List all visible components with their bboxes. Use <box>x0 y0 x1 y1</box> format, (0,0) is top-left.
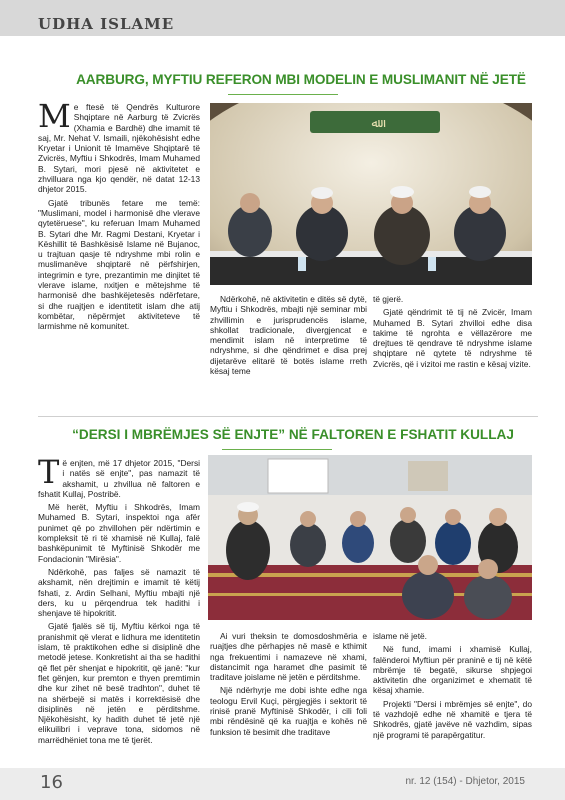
paragraph: Ai vuri theksin te domosdoshmëria e ruajtjes dhe përhapjes në masë e kthimit nga frekuentimi i namazeve në xhami, distancimit nga haramet dhe pasimit të traditave joislame në jetën e përditshme. <box>210 631 367 683</box>
paragraph: Gjatë qëndrimit të tij në Zvicër, Imam Muhamed B. Sytari zhvilloi edhe disa takime të ngrohta e vëllazërore me drejtues të qendrave të ndryshme islame shqiptare në qytete të ndryshme të Zvicrës, që i vizitoi me rastin e kësaj vizite. <box>373 307 532 369</box>
article2-title-rule <box>222 449 332 450</box>
paragraph: Në fund, imami i xhamisë Kullaj, falënderoi Myftiun për praninë e tij në këtë mbrëmje të begatë, sikurse shpjegoi aktivitetin dhe organizimet e xhematit të kësaj xhamie. <box>373 644 532 696</box>
article2-column-2 <box>210 631 367 740</box>
paragraph: islame në jetë. <box>373 631 427 641</box>
article-divider <box>38 416 538 417</box>
paragraph: e ftesë të Qendrës Kulturore Shqiptare në Aarburg të Zvicrës (Xhamia e Bardhë) dhe imamit të saj, Mr. Nehat V. Ismaili, njëkohësisht edhe Kryetar i Unionit të Imamëve Shqiptarë të Zvicrës, Myftiu i Shkodrës, Imam Muhamed B. Sytari, mori pjesë në aktivitetet e zhvilluara nga kjo qendër, në datat 12-13 dhjetor 2015. <box>38 102 200 195</box>
paragraph: Më herët, Myftiu i Shkodrës, Imam Muhamed B. Sytari, inspektoi nga afër punimet që po zhvillohen për ndërtimin e kompleksit të ri të xhamisë në Kullaj, falë bashkëpunimit të Myftinisë Shkodër me Fondacionin "Mirësia". <box>38 502 200 564</box>
article2-title: “DERSI I MBRËMJES SË ENJTE” NË FALTOREN E FSHATIT KULLAJ <box>72 427 514 442</box>
paragraph: të gjerë. <box>373 294 404 304</box>
article2-column-1 <box>38 453 200 748</box>
page-number: 16 <box>40 772 63 793</box>
article1-column-1 <box>38 97 200 335</box>
paragraph: Gjatë tribunës fetare me temë: "Muslimani, model i harmonisë dhe vlerave qytetëruese", ku referuan Imam Muhamed B. Sytari dhe Mr. Ragmi Destani, Kryetar i Këshillit të Bashkësisë Islame në Bujanoc, u trajtuan qasje të ndryshme mbi rolin e muslimanëve shqiptarë në përfshirjen, integrimin e tyre, prezantimin me dinjitet të vlerave islame, nxitjen e mëtejshme të harmonisë dhe bashkëjetesës ndërfetare, si dhe ruajtjen e identitetit islam dhe atij kombëtar, nëpërmjet aktiviteteve të larmishme në komunitet. <box>38 197 200 332</box>
running-header <box>0 0 565 36</box>
paragraph: Ndërkohë, pas faljes së namazit të akshamit, nën drejtimin e imamit të këtij fshati, z. Ardin Selhani, Myftiu mbajti një ders, ku u përqendrua tek hadithi i shenjave të hipokritit. <box>38 566 200 619</box>
article1-title-rule <box>228 94 338 95</box>
article1-title: AARBURG, MYFTIU REFERON MBI MODELIN E MUSLIMANIT NË JETË <box>76 72 526 87</box>
conference-photo-illustration <box>210 103 532 285</box>
mosque-gathering-photo-illustration <box>208 455 532 620</box>
article1-dropcap: M <box>38 97 71 135</box>
article2-photo <box>208 455 532 620</box>
issue-info: nr. 12 (154) - Dhjetor, 2015 <box>405 776 525 787</box>
section-title: UDHA ISLAME <box>38 15 175 33</box>
paragraph: ë enjten, më 17 dhjetor 2015, "Dersi i natës së enjte", pas namazit të akshamit, u zhvillua në faltoren e fshatit Kullaj, Postribë. <box>38 458 200 499</box>
article1-photo <box>210 103 532 285</box>
paragraph: Një ndërhyrje me dobi ishte edhe nga teologu Ervil Kuçi, përgjegjës i sektorit të rinisë pranë Myftinisë Shkodër, i cili foli mbi rëndësinë që ka ruajtja e kohës në funksion të besimit dhe traditave <box>210 685 367 737</box>
paragraph: Gjatë fjalës së tij, Myftiu kërkoi nga të pranishmit që vlerat e lidhura me identitetin islam, të praktikohen edhe si disiplinë dhe metodë jetese. Konkretisht ai tha se hadithi që flet për shenjat e hipokritit, që janë: "kur flet gënjen, kur premton e thyen premtimin dhe kur zihet në besë tradhton", duhet të na shërbejë si matës i korrektësisë dhe disiplinës në jetën e përditshme. Njëkohësisht, ky hadith duhet të jetë një elikuilibri i veprave tona, sidomos në marrëdhëniet tona me të tjerët. <box>38 621 200 745</box>
article2-dropcap: T <box>38 453 60 491</box>
article2-column-3 <box>373 631 532 743</box>
article1-column-3 <box>373 294 532 372</box>
svg-text:ﷲ: ﷲ <box>371 116 379 130</box>
article1-column-2 <box>210 294 367 379</box>
paragraph: Ndërkohë, në aktivitetin e ditës së dytë, Myftiu i Shkodrës, mbajti një seminar mbi zhvillimin e jurisprudencës islame, shkollat tradicionale, divergjencat e mendimit islam në interpretime të ndryshme, si dhe qëndrimet e disa prej dijetarëve elitarë të botës islame rreth kësaj teme <box>210 294 367 377</box>
paragraph: Projekti "Dersi i mbrëmjes së enjte", do të vazhdojë edhe në xhamitë e tjera të Shkodrës, gjatë javëve në vazhdim, sipas një programi të parapërgatitur. <box>373 698 532 740</box>
